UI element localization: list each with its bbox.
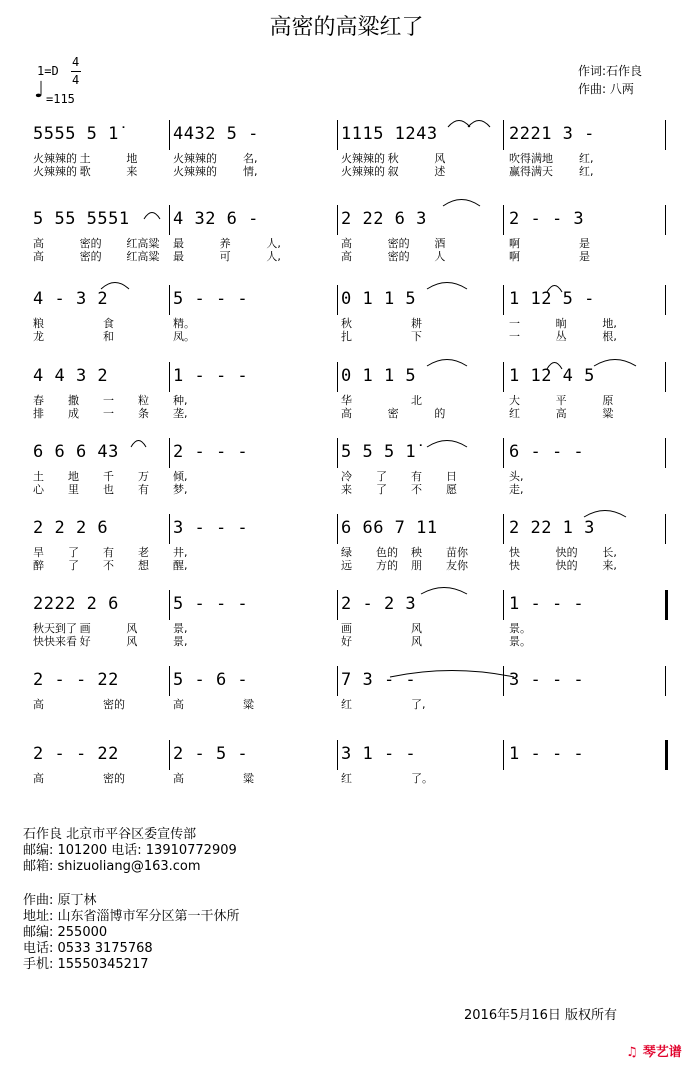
lyric-syllable: 景。 <box>509 635 531 648</box>
lyric-syllable: 梦, <box>173 483 188 496</box>
lyric-syllable: 不 <box>103 559 114 572</box>
measure-notes: 1 - - - <box>509 594 585 614</box>
lyric-syllable: 红 <box>341 772 352 785</box>
lyric-syllable: 地, <box>602 317 617 330</box>
contact-line: 邮编: 255000 <box>23 925 108 940</box>
lyric-syllable: 红 <box>341 698 352 711</box>
measure-notes: 2 2 2 6 <box>33 518 109 538</box>
measure-notes: 1 - - - <box>173 366 249 386</box>
lyric-syllable: 成 <box>68 407 79 420</box>
measure-notes: 6 66 7 11 <box>341 518 438 538</box>
lyric-syllable: 土 <box>79 152 91 165</box>
lyric-syllable: 密的 <box>387 250 410 263</box>
measure-notes: 1 - - - <box>509 744 585 764</box>
lyric-syllable: 愿 <box>446 483 457 496</box>
barline <box>337 740 338 770</box>
lyric-syllable: 走, <box>509 483 524 496</box>
barline <box>503 438 504 468</box>
measure-notes: 6 6 6 43 <box>33 442 119 462</box>
measure-notes: 2 22 6 3 <box>341 209 427 229</box>
lyric-syllable: 凤。 <box>173 330 195 343</box>
slur-arc <box>547 360 562 370</box>
lyric-syllable: 远 <box>341 559 352 572</box>
barline <box>503 740 504 770</box>
lyric-syllable: 晌 <box>555 317 567 330</box>
lyric-syllable: 和 <box>103 330 114 343</box>
contact-line: 邮箱: shizuoliang@163.com <box>23 859 201 874</box>
lyric-syllable: 秋 <box>387 152 399 165</box>
lyric-syllable: 粒 <box>138 394 149 407</box>
composer-credit: 作曲: 八两 <box>578 82 634 96</box>
lyric-syllable: 头, <box>509 470 524 483</box>
score-system <box>33 362 668 424</box>
lyric-syllable: 老 <box>138 546 149 559</box>
lyric-syllable: 吹得满地 <box>509 152 553 165</box>
lyric-syllable: 人 <box>434 250 446 263</box>
lyric-syllable: 了 <box>68 546 79 559</box>
lyric-syllable: 一 <box>103 394 114 407</box>
lyric-syllable: 下 <box>411 330 422 343</box>
lyric-syllable: 一 <box>103 407 114 420</box>
measure-notes: 5555 5 1̇ <box>33 124 119 144</box>
slur-arc <box>427 357 467 367</box>
lyric-syllable: 千 <box>103 470 114 483</box>
lyric-syllable: 密的 <box>103 698 125 711</box>
measure-notes: 2221 3 - <box>509 124 595 144</box>
barline <box>169 362 170 392</box>
lyric-syllable: 好 <box>79 635 91 648</box>
contact-line: 电话: 0533 3175768 <box>23 941 153 956</box>
slur-arc <box>427 280 467 290</box>
lyric-syllable: 风 <box>434 152 446 165</box>
measure-notes: 2 - 2 3 <box>341 594 417 614</box>
barline <box>337 514 338 544</box>
barline <box>503 120 504 150</box>
lyric-syllable: 红高粱 <box>126 237 160 250</box>
measure-notes: 4 4 3 2 <box>33 366 109 386</box>
lyric-syllable: 密 <box>387 407 399 420</box>
measure-notes: 2 - - 22 <box>33 744 119 764</box>
measure-notes: 2 22 1 3 <box>509 518 595 538</box>
lyric-syllable: 垄, <box>173 407 188 420</box>
barline <box>665 740 668 770</box>
score-system <box>33 590 668 652</box>
barline <box>503 362 504 392</box>
lyric-syllable: 赢得满天 <box>509 165 553 178</box>
lyric-syllable: 土 <box>33 470 44 483</box>
lyric-syllable: 快 <box>509 559 520 572</box>
lyric-syllable: 里 <box>68 483 79 496</box>
lyric-syllable: 歌 <box>79 165 91 178</box>
lyric-syllable: 景, <box>173 622 188 635</box>
lyric-syllable: 平 <box>555 394 567 407</box>
barline <box>665 590 668 620</box>
lyric-syllable: 快的 <box>555 546 578 559</box>
barline <box>337 438 338 468</box>
lyric-syllable: 红 <box>509 407 520 420</box>
slur-arc <box>131 438 146 448</box>
barline <box>665 120 666 150</box>
measure-notes: 2222 2 6 <box>33 594 119 614</box>
lyric-syllable: 是 <box>579 250 590 263</box>
lyric-syllable: 最 <box>173 237 184 250</box>
measure-notes: 0 1 1 5 <box>341 289 417 309</box>
lyric-syllable: 叙 <box>387 165 399 178</box>
lyric-syllable: 来 <box>126 165 138 178</box>
lyric-syllable: 高 <box>341 250 352 263</box>
lyric-syllable: 密的 <box>79 237 102 250</box>
lyric-syllable: 冷 <box>341 470 352 483</box>
lyric-syllable: 一 <box>509 317 520 330</box>
lyric-syllable: 述 <box>434 165 446 178</box>
lyric-syllable: 名, <box>243 152 258 165</box>
lyric-syllable: 是 <box>579 237 590 250</box>
logo-text: 琴艺谱 <box>642 1045 682 1060</box>
lyric-syllable: 的 <box>434 407 446 420</box>
slur-arc <box>421 585 467 595</box>
lyric-syllable: 秋天到了 <box>33 622 77 635</box>
barline <box>169 514 170 544</box>
lyric-syllable: 粱 <box>243 698 254 711</box>
measure-notes: 1115 1243 <box>341 124 438 144</box>
measure-notes: 2 - - 22 <box>33 670 119 690</box>
lyric-syllable: 条 <box>138 407 149 420</box>
barline <box>337 120 338 150</box>
score-system <box>33 514 668 576</box>
lyric-syllable: 根, <box>602 330 617 343</box>
lyric-syllable: 酒 <box>434 237 446 250</box>
slur-arc <box>547 283 562 293</box>
slur-arc <box>101 280 129 290</box>
lyric-syllable: 高 <box>33 698 44 711</box>
lyric-syllable: 旱 <box>33 546 44 559</box>
lyric-syllable: 想 <box>138 559 149 572</box>
lyric-syllable: 可 <box>219 250 231 263</box>
lyric-syllable: 也 <box>103 483 114 496</box>
lyric-syllable: 苗你 <box>446 546 468 559</box>
measure-notes: 4 32 6 - <box>173 209 259 229</box>
lyric-syllable: 不 <box>411 483 422 496</box>
lyric-syllable: 红高粱 <box>126 250 160 263</box>
lyric-syllable: 高 <box>173 772 184 785</box>
measure-notes: 3 - - - <box>173 518 249 538</box>
barline <box>337 285 338 315</box>
lyric-syllable: 高 <box>173 698 184 711</box>
contact-line: 作曲: 原丁林 <box>23 893 97 908</box>
barline <box>503 590 504 620</box>
lyric-syllable: 丛 <box>555 330 567 343</box>
lyric-syllable: 火辣辣的 <box>341 165 385 178</box>
lyric-syllable: 人, <box>266 250 281 263</box>
lyric-syllable: 食 <box>103 317 114 330</box>
barline <box>169 285 170 315</box>
score-system <box>33 205 668 267</box>
lyric-syllable: 心 <box>33 483 44 496</box>
lyric-syllable: 地 <box>126 152 138 165</box>
lyric-syllable: 了 <box>376 470 387 483</box>
lyric-syllable: 万 <box>138 470 149 483</box>
measure-notes: 4 - 3 2 <box>33 289 109 309</box>
measure-notes: 7 3 - - <box>341 670 417 690</box>
barline <box>169 205 170 235</box>
lyric-syllable: 精。 <box>173 317 195 330</box>
lyric-syllable: 风 <box>411 635 422 648</box>
measure-notes: 1 12 4 5 <box>509 366 595 386</box>
lyric-syllable: 春 <box>33 394 44 407</box>
lyric-syllable: 密的 <box>387 237 410 250</box>
barline <box>665 666 666 696</box>
lyric-syllable: 地 <box>68 470 79 483</box>
slur-arc <box>443 197 480 207</box>
lyric-syllable: 火辣辣的 <box>341 152 385 165</box>
lyric-syllable: 红, <box>579 165 594 178</box>
barline <box>665 285 666 315</box>
slur-arc <box>584 508 626 518</box>
lyricist-credit: 作词:石作良 <box>578 64 643 78</box>
measure-notes: 5 - - - <box>173 289 249 309</box>
slur-arc <box>427 438 467 448</box>
barline <box>337 362 338 392</box>
time-sig-top: 4 <box>72 55 80 69</box>
contact-line: 手机: 15550345217 <box>23 957 149 972</box>
barline <box>169 120 170 150</box>
lyric-syllable: 友你 <box>446 559 468 572</box>
slur-arc <box>594 357 636 367</box>
lyric-syllable: 粱 <box>602 407 614 420</box>
lyric-syllable: 粱 <box>243 772 254 785</box>
lyric-syllable: 醒, <box>173 559 188 572</box>
lyric-syllable: 了, <box>411 698 426 711</box>
lyric-syllable: 来, <box>602 559 617 572</box>
slur-arc <box>448 118 470 128</box>
measure-notes: 2 - 5 - <box>173 744 249 764</box>
contact-block-lyricist <box>23 827 237 875</box>
lyric-syllable: 井, <box>173 546 188 559</box>
barline <box>665 205 666 235</box>
contact-line: 石作良 北京市平谷区委宣传部 <box>23 827 197 842</box>
lyric-syllable: 撒 <box>68 394 79 407</box>
score-system <box>33 285 668 347</box>
lyric-syllable: 画 <box>79 622 91 635</box>
measure-notes: 3 - - - <box>509 670 585 690</box>
score-system <box>33 438 668 500</box>
lyric-syllable: 高 <box>33 772 44 785</box>
lyric-syllable: 火辣辣的 <box>33 152 77 165</box>
lyric-syllable: 日 <box>446 470 457 483</box>
lyric-syllable: 扎 <box>341 330 352 343</box>
lyric-syllable: 高 <box>33 250 44 263</box>
lyric-syllable: 醉 <box>33 559 44 572</box>
lyric-syllable: 了。 <box>411 772 433 785</box>
measure-notes: 5 5 5 1̇ <box>341 442 417 462</box>
measure-notes: 3 1 - - <box>341 744 417 764</box>
lyric-syllable: 龙 <box>33 330 44 343</box>
contact-line: 地址: 山东省淄博市军分区第一干休所 <box>23 909 240 924</box>
barline <box>503 514 504 544</box>
lyric-syllable: 高 <box>33 237 44 250</box>
measure-notes: 2 - - - <box>173 442 249 462</box>
lyric-syllable: 排 <box>33 407 44 420</box>
lyric-syllable: 华 <box>341 394 352 407</box>
page-title: 高密的高粱红了 <box>269 15 424 40</box>
tempo-marking: =115 <box>46 92 75 106</box>
lyric-syllable: 养 <box>219 237 231 250</box>
lyric-syllable: 火辣辣的 <box>173 152 217 165</box>
contact-block-composer <box>23 893 240 973</box>
lyric-syllable: 火辣辣的 <box>33 165 77 178</box>
lyric-syllable: 密的 <box>79 250 102 263</box>
lyric-syllable: 快 <box>509 546 520 559</box>
lyric-syllable: 一 <box>509 330 520 343</box>
lyric-syllable: 秧 <box>411 546 422 559</box>
score-system <box>33 666 668 728</box>
measure-notes: 2 - - 3 <box>509 209 585 229</box>
lyric-syllable: 方的 <box>376 559 398 572</box>
barline <box>665 514 666 544</box>
lyric-syllable: 有 <box>138 483 149 496</box>
lyric-syllable: 了 <box>68 559 79 572</box>
lyric-syllable: 粮 <box>33 317 44 330</box>
barline <box>169 438 170 468</box>
slur-arc <box>390 668 514 678</box>
lyric-syllable: 色的 <box>376 546 398 559</box>
lyric-syllable: 火辣辣的 <box>173 165 217 178</box>
lyric-syllable: 景。 <box>509 622 531 635</box>
lyric-syllable: 风 <box>126 622 138 635</box>
lyric-syllable: 风 <box>411 622 422 635</box>
barline <box>337 205 338 235</box>
lyric-syllable: 密的 <box>103 772 125 785</box>
score-system <box>33 120 668 182</box>
lyric-syllable: 人, <box>266 237 281 250</box>
quarter-note-icon: ♩ <box>34 78 45 103</box>
lyric-syllable: 最 <box>173 250 184 263</box>
lyric-syllable: 啊 <box>509 250 520 263</box>
barline <box>169 666 170 696</box>
measure-notes: 1 12 5 - <box>509 289 595 309</box>
lyric-syllable: 倾, <box>173 470 188 483</box>
measure-notes: 5 - - - <box>173 594 249 614</box>
barline <box>503 205 504 235</box>
slur-arc <box>144 210 160 220</box>
lyric-syllable: 情, <box>243 165 258 178</box>
lyric-syllable: 秋 <box>341 317 352 330</box>
lyric-syllable: 快的 <box>555 559 578 572</box>
contact-line: 邮编: 101200 电话: 13910772909 <box>23 843 237 858</box>
time-sig-line <box>71 71 81 72</box>
lyric-syllable: 有 <box>411 470 422 483</box>
lyric-syllable: 景, <box>173 635 188 648</box>
lyric-syllable: 长, <box>602 546 617 559</box>
measure-notes: 5 55 5551 <box>33 209 130 229</box>
barline <box>503 285 504 315</box>
barline <box>337 590 338 620</box>
time-sig-bottom: 4 <box>72 73 80 87</box>
measure-notes: 0 1 1 5 <box>341 366 417 386</box>
lyric-syllable: 高 <box>555 407 567 420</box>
lyric-syllable: 高 <box>341 407 352 420</box>
lyric-syllable: 来 <box>341 483 352 496</box>
lyric-syllable: 耕 <box>411 317 422 330</box>
barline <box>665 362 666 392</box>
slur-arc <box>468 118 490 128</box>
barline <box>337 666 338 696</box>
lyric-syllable: 绿 <box>341 546 352 559</box>
logo-icon: ♫ <box>626 1045 638 1060</box>
key-signature: 1=D <box>37 64 59 78</box>
lyric-syllable: 了 <box>376 483 387 496</box>
score-system <box>33 740 668 802</box>
lyric-syllable: 有 <box>103 546 114 559</box>
barline <box>169 590 170 620</box>
lyric-syllable: 风 <box>126 635 138 648</box>
lyric-syllable: 画 <box>341 622 352 635</box>
lyric-syllable: 好 <box>341 635 352 648</box>
barline <box>665 438 666 468</box>
lyric-syllable: 啊 <box>509 237 520 250</box>
lyric-syllable: 快快来看 <box>33 635 77 648</box>
lyric-syllable: 朋 <box>411 559 422 572</box>
barline <box>169 740 170 770</box>
lyric-syllable: 种, <box>173 394 188 407</box>
lyric-syllable: 原 <box>602 394 614 407</box>
site-logo[interactable] <box>626 1041 682 1060</box>
measure-notes: 6 - - - <box>509 442 585 462</box>
lyric-syllable: 高 <box>341 237 352 250</box>
lyric-syllable: 北 <box>411 394 422 407</box>
measure-notes: 4432 5 - <box>173 124 259 144</box>
lyric-syllable: 大 <box>509 394 520 407</box>
measure-notes: 5 - 6 - <box>173 670 249 690</box>
lyric-syllable: 红, <box>579 152 594 165</box>
copyright-date: 2016年5月16日 版权所有 <box>464 1008 618 1023</box>
